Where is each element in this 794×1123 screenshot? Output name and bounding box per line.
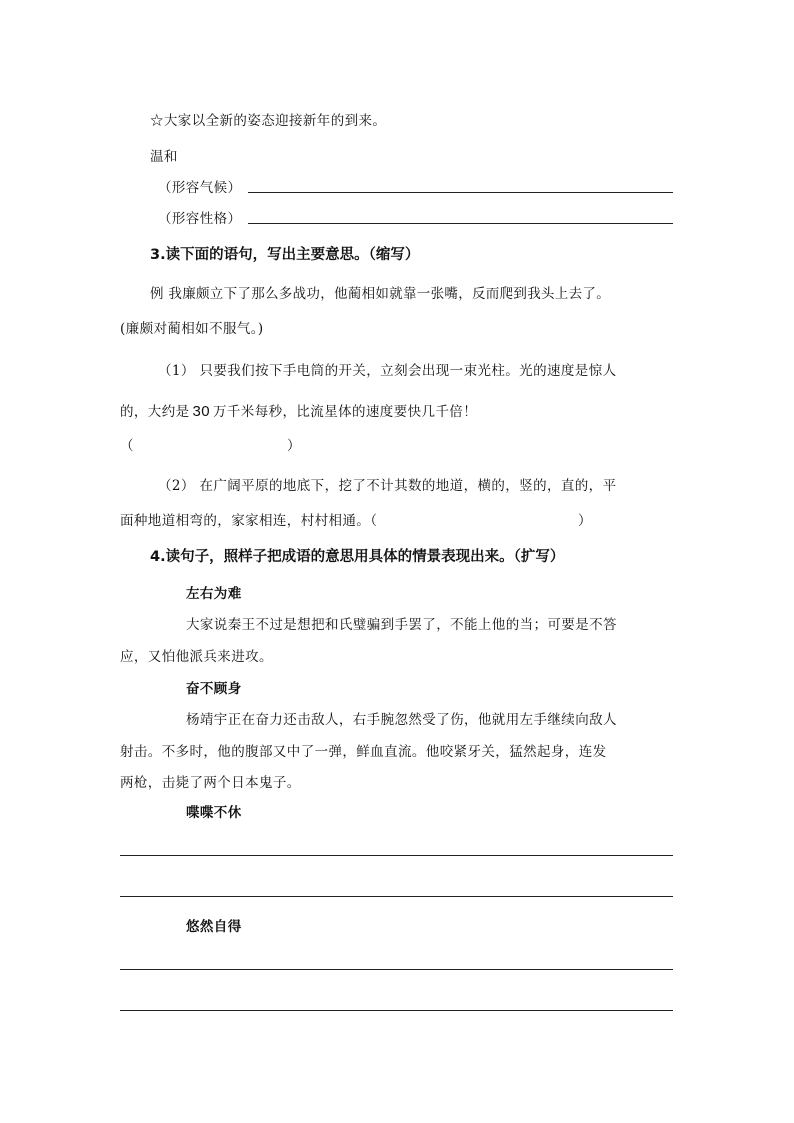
q3-item1-line2-a: 的，大约是 xyxy=(120,404,190,420)
q3-item1-answer-blank[interactable] xyxy=(142,434,282,452)
idiom1-text-line1: 大家说秦王不过是想把和氏璧骗到手罢了，不能上他的当；可要是不答 xyxy=(186,617,617,633)
word-label: 温和 xyxy=(150,149,178,165)
idiom1-title: 左右为难 xyxy=(186,586,242,602)
q3-item1-line2-b: 万千米每秒，比流星体的速度要快几千倍！ xyxy=(213,404,478,420)
q3-item2-line1: （2） 在广阔平原的地底下，挖了不计其数的地道，横的，竖的，直的，平 xyxy=(158,478,617,494)
star-sentence: ☆大家以全新的姿态迎接新年的到来。 xyxy=(150,113,387,129)
q3-item2-line2: 面种地道相弯的，家家相连，村村相通。（ xyxy=(120,513,378,529)
idiom1-text-line2: 应，又怕他派兵来进攻。 xyxy=(120,649,273,665)
q3-item1-line2 xyxy=(120,400,477,420)
q3-item1-number: 30 xyxy=(192,403,210,420)
q3-item1-paren-open: （ xyxy=(120,438,134,454)
q3-item2-answer-blank[interactable] xyxy=(425,509,575,527)
idiom4-answer-line1[interactable] xyxy=(120,969,673,970)
answer-line-character[interactable] xyxy=(248,223,673,224)
idiom3-answer-line2[interactable] xyxy=(120,896,673,897)
idiom3-title: 喋喋不休 xyxy=(186,805,242,821)
blank1-label: （形容气候） xyxy=(158,180,242,196)
idiom4-title: 悠然自得 xyxy=(186,919,242,935)
q3-example-answer: (廉颇对蔺相如不服气。) xyxy=(120,321,264,337)
idiom4-answer-line2[interactable] xyxy=(120,1010,673,1011)
q3-title: 3.读下面的语句，写出主要意思。（缩写） xyxy=(150,247,420,263)
q3-example: 例 我廉颇立下了那么多战功，他蔺相如就靠一张嘴，反而爬到我头上去了。 xyxy=(150,286,610,302)
q3-item2-paren-close: ） xyxy=(578,513,592,529)
q3-item1-line1: （1） 只要我们按下手电筒的开关，立刻会出现一束光柱。光的速度是惊人 xyxy=(158,363,617,379)
idiom2-text-line1: 杨靖宇正在奋力还击敌人，右手腕忽然受了伤，他就用左手继续向敌人 xyxy=(186,712,617,728)
q4-title: 4.读句子，照样子把成语的意思用具体的情景表现出来。（扩写） xyxy=(150,549,565,565)
idiom2-text-line3: 两枪，击毙了两个日本鬼子。 xyxy=(120,775,301,791)
idiom2-title: 奋不顾身 xyxy=(186,681,242,697)
idiom2-text-line2: 射击。不多时，他的腹部又中了一弹，鲜血直流。他咬紧牙关，猛然起身，连发 xyxy=(120,744,607,760)
q3-item1-paren-close: ） xyxy=(287,438,301,454)
answer-line-climate[interactable] xyxy=(248,192,673,193)
idiom3-answer-line1[interactable] xyxy=(120,855,673,856)
blank2-label: （形容性格） xyxy=(158,211,242,227)
